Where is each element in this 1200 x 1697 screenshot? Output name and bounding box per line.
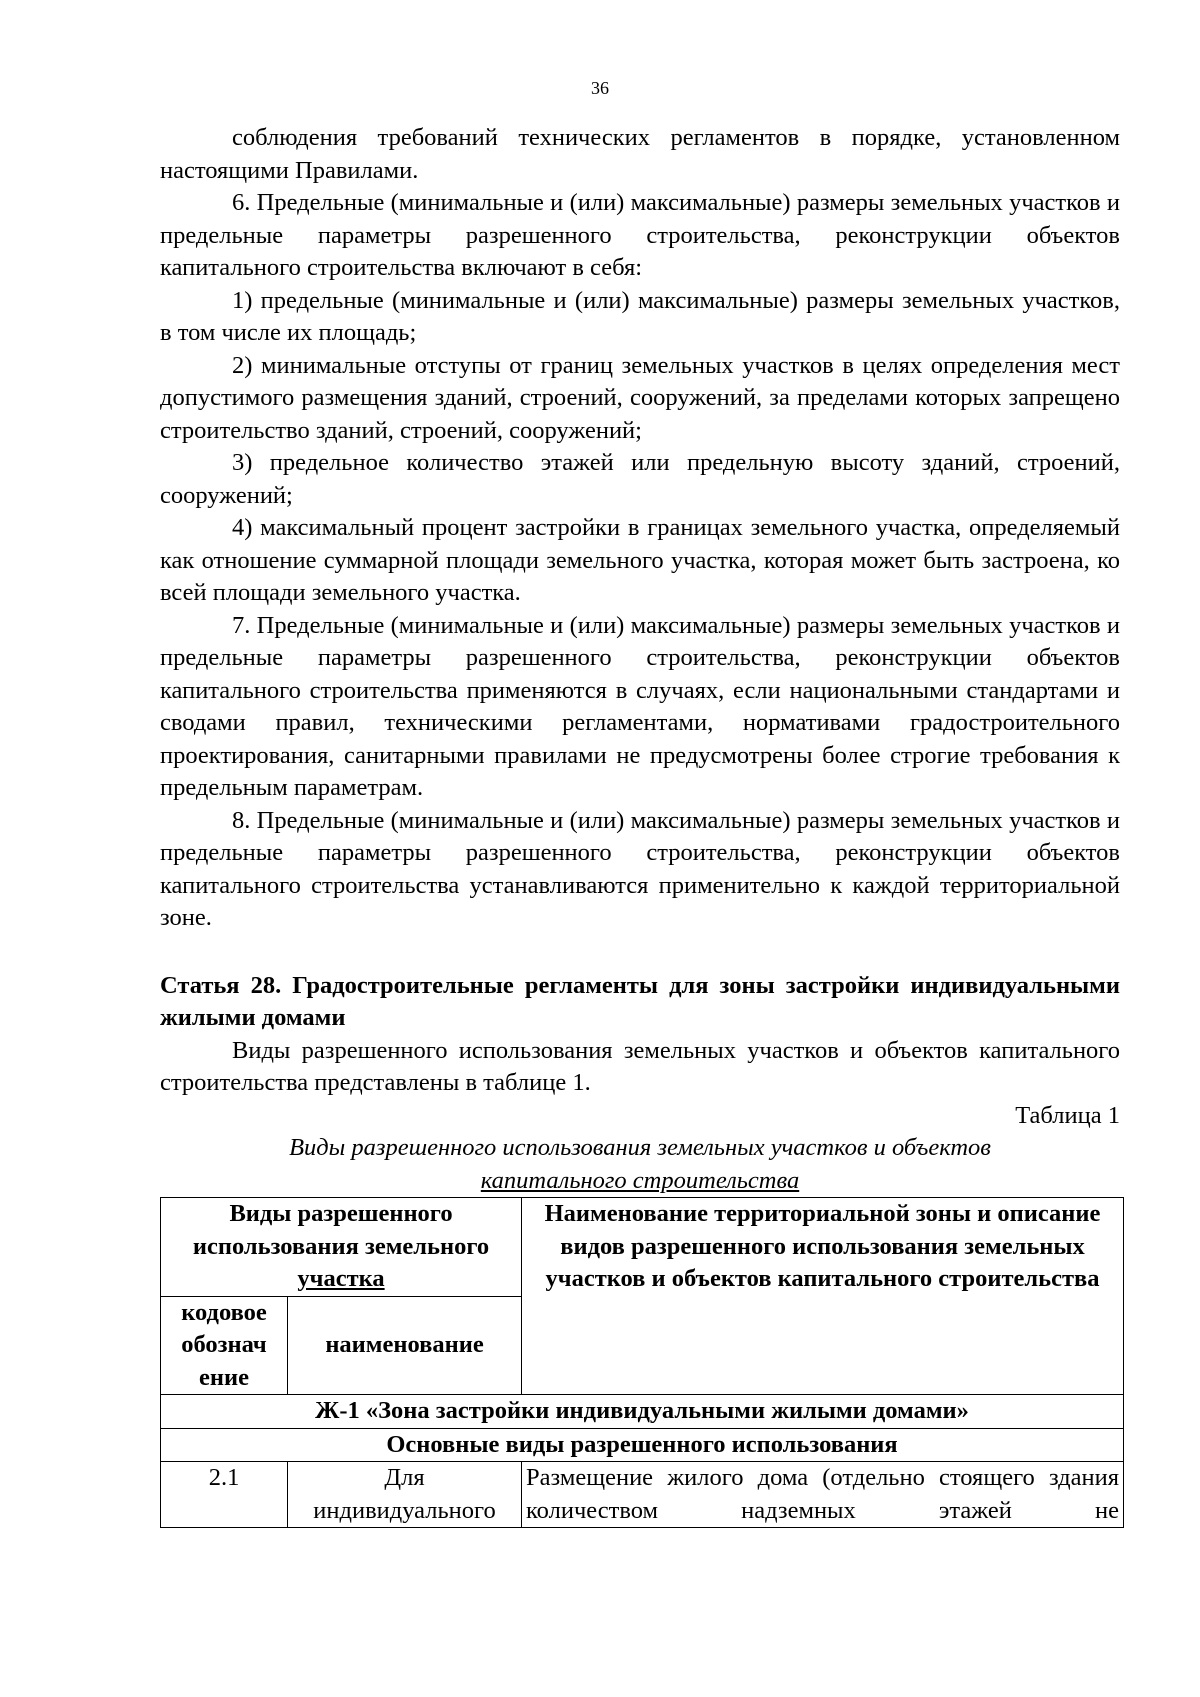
paragraph-subitem-4: 4) максимальный процент застройки в границах земельного участка, определяемый как отношение суммарной площади земельного участка, которая может быть застроена, ко всей площади земельного участка. [160, 514, 1120, 606]
header-code-cell: кодовое обознач ение [161, 1296, 288, 1395]
paragraph-subitem-1: 1) предельные (минимальные и (или) максимальные) размеры земельных участков, в том числе их площадь; [160, 286, 1120, 346]
paragraph-subitem-3: 3) предельное количество этажей или предельную высоту зданий, строений, сооружений; [160, 449, 1120, 509]
header-desc-cell: Наименование территориальной зоны и описание видов разрешенного использования земельных участков и объектов капитального строительства [522, 1198, 1124, 1395]
page-number: 36 [591, 78, 609, 98]
zone-row [161, 1395, 1124, 1429]
header-group-line-2: использования земельного [192, 1232, 490, 1260]
paragraph-continuation: соблюдения требований технических регламентов в порядке, установленном настоящими Правилами. [160, 124, 1120, 184]
document-body [160, 122, 1120, 1528]
table-caption-line-2-text: капитального строительства [480, 1166, 800, 1194]
cell-description: Размещение жилого дома (отдельно стоящего здания количеством надземных этажей не [522, 1462, 1124, 1528]
table-caption-line-2 [160, 1165, 1120, 1198]
header-group-cell [161, 1198, 522, 1297]
table-label: Таблица 1 [1015, 1101, 1120, 1129]
paragraph-item-7: 7. Предельные (минимальные и (или) максимальные) размеры земельных участков и предельные параметры разрешенного строительства, реконструкции объектов капитального строительства применяются в случаях, если национальными стандартами и сводами правил, техническими регламентами, нормативами градостроительного проектирования, санитарными правилами не предусмотрены более строгие требования к предельным параметрам. [160, 611, 1120, 801]
paragraph-item-6: 6. Предельные (минимальные и (или) максимальные) размеры земельных участков и предельные параметры разрешенного строительства, реконструкции объектов капитального строительства включают в себя: [160, 189, 1120, 281]
table-caption [160, 1132, 1120, 1197]
zone-cell: Ж-1 «Зона застройки индивидуальными жилыми домами» [161, 1395, 1124, 1429]
table-row [161, 1462, 1124, 1528]
header-name-cell: наименование [288, 1296, 522, 1395]
header-group-line-1: Виды разрешенного [229, 1200, 453, 1227]
header-group-line-3-text: участка [297, 1265, 385, 1292]
zoning-table [160, 1197, 1124, 1528]
paragraph-item-8: 8. Предельные (минимальные и (или) максимальные) размеры земельных участков и предельные параметры разрешенного строительства, реконструкции объектов капитального строительства устанавливаются применительно к каждой территориальной зоне. [160, 806, 1120, 931]
section-cell: Основные виды разрешенного использования [161, 1428, 1124, 1462]
article-intro: Виды разрешенного использования земельных участков и объектов капитального строительства представлены в таблице 1. [160, 1036, 1120, 1096]
cell-name: Для индивидуального [288, 1462, 522, 1528]
section-row [161, 1428, 1124, 1462]
table-caption-line-1: Виды разрешенного использования земельных участков и объектов [289, 1134, 991, 1161]
cell-code: 2.1 [161, 1462, 288, 1528]
table-header-row [161, 1198, 1124, 1297]
article-heading: Статья 28. Градостроительные регламенты для зоны застройки индивидуальными жилыми домами [160, 971, 1120, 1031]
header-group-line-3 [165, 1263, 517, 1296]
paragraph-subitem-2: 2) минимальные отступы от границ земельных участков в целях определения мест допустимого размещения зданий, строений, сооружений, за пределами которых запрещено строительство зданий, строений, сооружений; [160, 351, 1120, 444]
